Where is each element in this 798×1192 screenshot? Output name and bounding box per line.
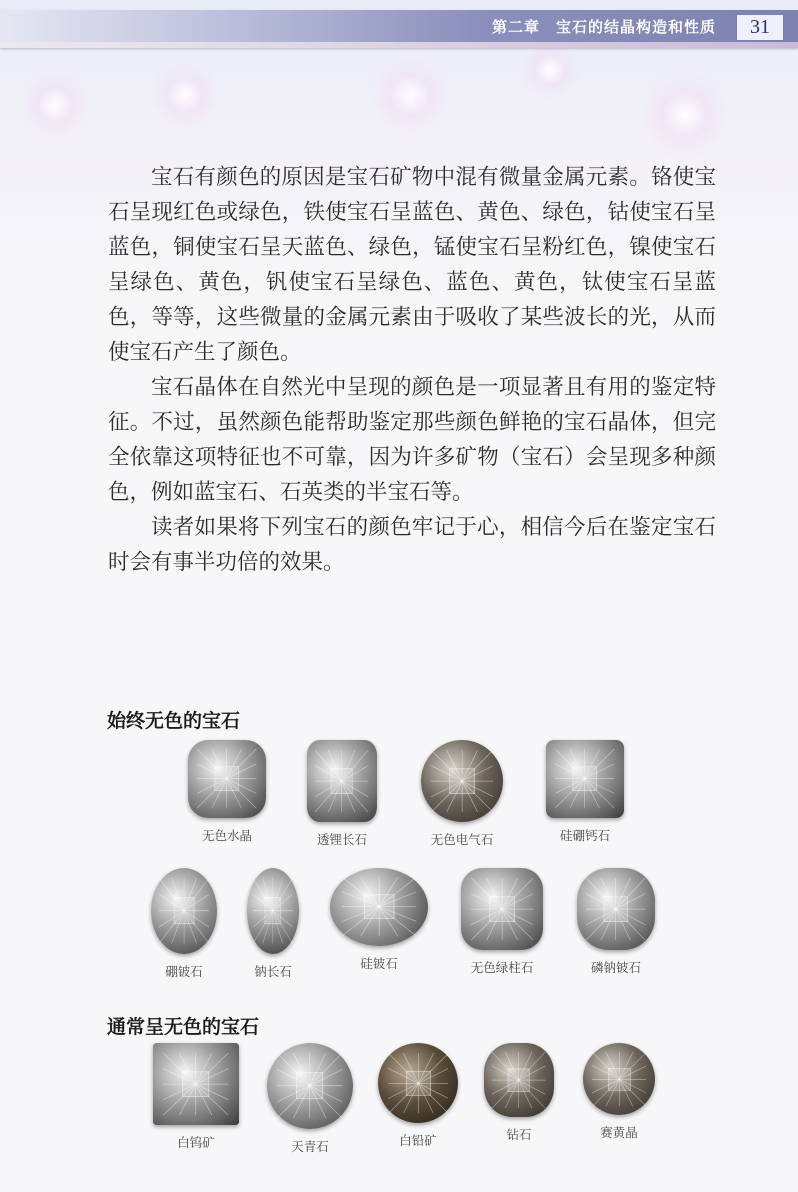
gem-facets xyxy=(159,878,209,943)
gem-facets xyxy=(388,1053,449,1114)
sparkle-decoration xyxy=(20,70,90,140)
gem-label: 无色绿柱石 xyxy=(470,960,534,975)
gem-photo xyxy=(378,1043,458,1123)
body-text xyxy=(108,160,716,580)
gem-item xyxy=(525,740,645,844)
gem-label: 无色电气石 xyxy=(430,832,494,847)
gem-photo xyxy=(247,868,299,954)
gem-item xyxy=(282,740,402,848)
gem-label: 白铅矿 xyxy=(399,1133,437,1148)
gem-photo xyxy=(188,740,266,818)
gem-photo xyxy=(484,1043,554,1117)
gem-label: 天青石 xyxy=(291,1139,329,1154)
gem-photo xyxy=(153,1043,239,1125)
gem-facets xyxy=(492,1052,545,1108)
gem-photo xyxy=(546,740,624,818)
gem-label: 钠长石 xyxy=(254,964,292,979)
gem-facets xyxy=(431,750,493,812)
gem-facets xyxy=(471,878,533,940)
sparkle-decoration xyxy=(370,55,450,135)
gem-label: 钻石 xyxy=(506,1127,532,1142)
sparkle-decoration xyxy=(150,60,220,130)
gem-facets xyxy=(592,1052,647,1107)
gem-facets xyxy=(253,878,293,943)
gem-photo xyxy=(307,740,377,822)
gem-label: 白钨矿 xyxy=(177,1135,215,1150)
gem-photo xyxy=(151,868,217,954)
gem-label: 赛黄晶 xyxy=(600,1125,638,1140)
gem-item xyxy=(250,1043,370,1155)
gem-facets xyxy=(163,1053,228,1115)
paragraph: 读者如果将下列宝石的颜色牢记于心，相信今后在鉴定宝石时会有事半功倍的效果。 xyxy=(108,515,716,575)
gem-facets xyxy=(555,749,614,808)
gem-item xyxy=(213,868,333,980)
gem-photo xyxy=(577,868,655,950)
gem-item xyxy=(556,868,676,976)
section-title-always-colorless: 始终无色的宝石 xyxy=(107,710,241,732)
gem-label: 硅铍石 xyxy=(360,956,398,971)
section-title-usually-colorless: 通常呈无色的宝石 xyxy=(107,1016,260,1038)
page-number: 31 xyxy=(736,14,784,41)
gem-label: 透锂长石 xyxy=(316,832,367,847)
gem-facets xyxy=(277,1053,342,1118)
gem-item xyxy=(136,1043,256,1151)
sparkle-decoration xyxy=(520,40,580,100)
gem-facets xyxy=(197,749,256,808)
gem-item xyxy=(402,740,522,848)
gem-item xyxy=(442,868,562,976)
paragraph: 宝石晶体在自然光中呈现的颜色是一项显著且有用的鉴定特征。不过，虽然颜色能帮助鉴定那些颜色鲜艳的宝石晶体，但完全依靠这项特征也不可靠，因为许多矿物（宝石）会呈现多种颜色，例如蓝宝石、石英类的半宝石等。 xyxy=(108,375,716,505)
gem-facets xyxy=(586,878,645,940)
gem-photo xyxy=(267,1043,353,1129)
gem-item xyxy=(319,868,439,972)
gem-label: 硅硼钙石 xyxy=(559,828,610,843)
chapter-title: 第二章 宝石的结晶构造和性质 xyxy=(491,18,716,36)
gem-photo xyxy=(461,868,543,950)
gem-label: 无色水晶 xyxy=(201,828,252,843)
gem-photo xyxy=(330,868,428,946)
gem-facets xyxy=(342,877,416,936)
gem-item xyxy=(559,1043,679,1141)
gem-facets xyxy=(315,750,368,812)
gem-label: 硼铍石 xyxy=(165,964,203,979)
gem-label: 磷钠铍石 xyxy=(590,960,641,975)
gem-photo xyxy=(583,1043,655,1115)
paragraph: 宝石有颜色的原因是宝石矿物中混有微量金属元素。铬使宝石呈现红色或绿色，铁使宝石呈蓝色、黄色、绿色，钴使宝石呈蓝色，铜使宝石呈天蓝色、绿色，锰使宝石呈粉红色，镍使宝石呈绿色、黄色，钒使宝石呈绿色、蓝色、黄色，钛使宝石呈蓝色，等等，这些微量的金属元素由于吸收了某些波长的光，从而使宝石产生了颜色。 xyxy=(108,165,716,365)
gem-item xyxy=(167,740,287,844)
sparkle-decoration xyxy=(640,70,730,160)
gem-photo xyxy=(421,740,503,822)
